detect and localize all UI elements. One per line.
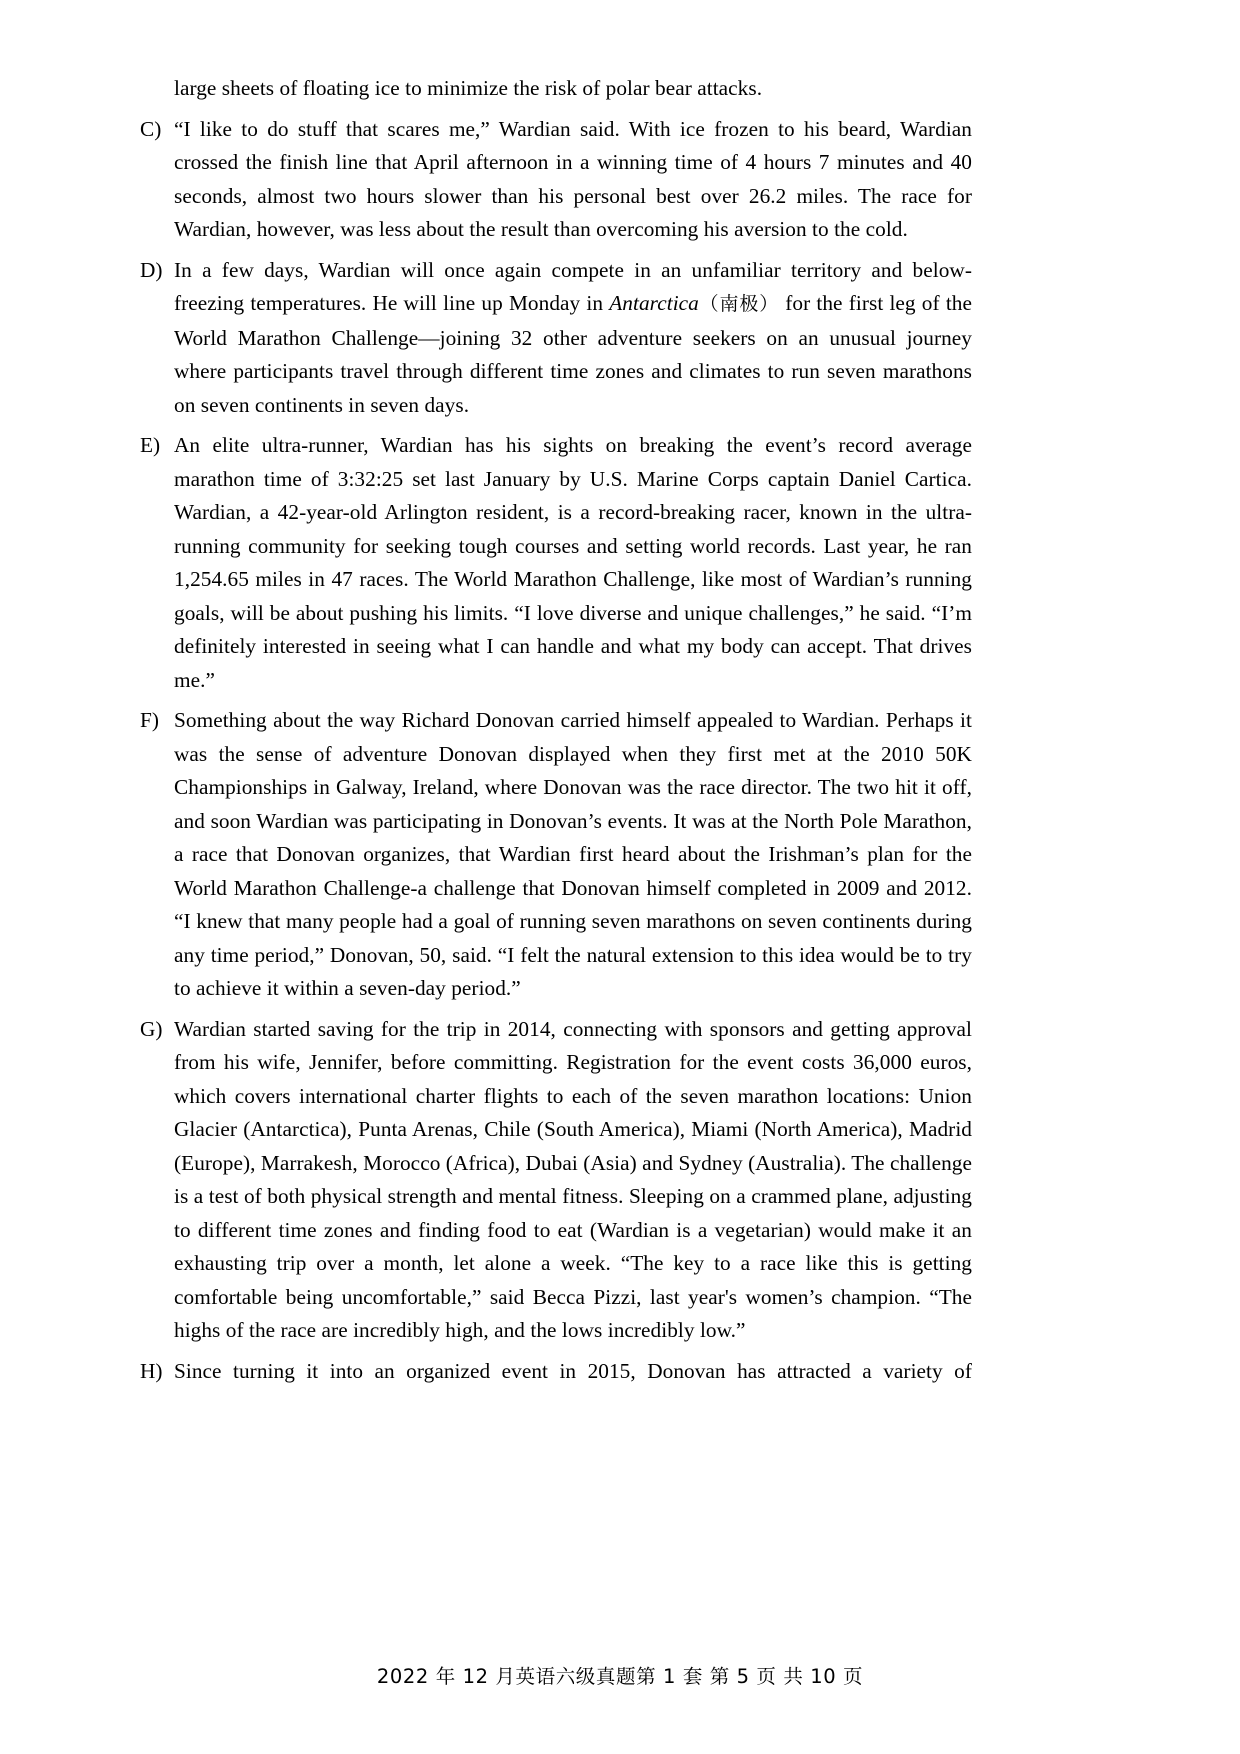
paragraph-label-c: C) — [140, 116, 162, 141]
paragraph-c — [140, 113, 972, 247]
paragraph-text-f: Something about the way Richard Donovan carried himself appealed to Wardian. Perhaps it was the sense of adventure Donovan displayed when they first met at the 2010 50K Championships in Galway, Ireland, where Donovan was the race director. The two hit it off, and soon Wardian was participating in Donovan’s events. It was at the North Pole Marathon, a race that Donovan organizes, that Wardian first heard about the Irishman’s plan for the World Marathon Challenge-a challenge that Donovan himself completed in 2009 and 2012. “I knew that many people had a goal of running seven marathons on seven continents during any time period,” Donovan, 50, said. “I felt the natural extension to this idea would be to try to achieve it within a seven-day period.” — [174, 708, 972, 1000]
paragraph-label-h: H) — [140, 1358, 163, 1383]
paragraph-g — [140, 1013, 972, 1348]
paragraph-text-e: An elite ultra-runner, Wardian has his sights on breaking the event’s record average marathon time of 3:32:25 set last January by U.S. Marine Corps captain Daniel Cartica. Wardian, a 42-year-old Arlington resident, is a record-breaking racer, known in the ultra-running community for seeking tough courses and setting world records. Last year, he ran 1,254.65 miles in 47 races. The World Marathon Challenge, like most of Wardian’s running goals, will be about pushing his limits. “I love diverse and unique challenges,” he said. “I’m definitely interested in seeing what I can handle and what my body can accept. That drives me.” — [174, 433, 972, 692]
page-footer: 2022 年 12 月英语六级真题第 1 套 第 5 页 共 10 页 — [376, 1665, 864, 1688]
paragraph-d-text-part1: In a few days, Wardian will once again compete in an unfamiliar territory and below-freezing temperatures. He will line up Monday in — [174, 257, 972, 315]
paragraph-label-f: F) — [140, 708, 159, 732]
paragraph-text-d — [174, 254, 972, 423]
paragraph-label-e: E) — [140, 433, 161, 457]
paragraph-e — [140, 429, 972, 697]
paragraph-label-g: G) — [140, 1016, 163, 1041]
paragraph-d — [140, 254, 972, 423]
chinese-gloss-antarctica: （南极） — [698, 293, 780, 315]
paragraph-text-g: Wardian started saving for the trip in 2014, connecting with sponsors and getting approval from his wife, Jennifer, before committing. Registration for the event costs 36,000 euros, which covers international charter flights to each of the seven marathon locations: Union Glacier (Antarctica), Punta Arenas, Chile (South America), Miami (North America), Madrid (Europe), Marrakesh, Morocco (Africa), Dubai (Asia) and Sydney (Australia). The challenge is a test of both physical strength and mental fitness. Sleeping on a crammed plane, adjusting to different time zones and finding food to eat (Wardian is a vegetarian) would make it an exhausting trip over a month, let alone a week. “The key to a race like this is getting comfortable being uncomfortable,” said Becca Pizzi, last year's women’s champion. “The highs of the race are incredibly high, and the lows incredibly low.” — [174, 1016, 972, 1342]
paragraph-h — [140, 1355, 972, 1422]
italic-term-antarctica: Antarctica — [609, 291, 699, 315]
paragraph-text-c: “I like to do stuff that scares me,” Wardian said. With ice frozen to his beard, Wardian crossed the finish line that April afternoon in a winning time of 4 hours 7 minutes and 40 seconds, almost two hours slower than his personal best over 26.2 miles. The race for Wardian, however, was less about the result than overcoming his aversion to the cold. — [174, 116, 972, 241]
paragraph-text-h: Since turning it into an organized event in 2015, Donovan has attracted a variety of — [174, 1358, 972, 1383]
paragraph-d-text-part2: for the first leg of the World Marathon Challenge—joining 32 other adventure seekers on an unusual journey where participants travel through different time zones and climates to run seven marathons on seven continents in seven days. — [174, 291, 972, 417]
paragraph-f — [140, 704, 972, 1006]
page-content — [140, 72, 972, 1422]
carryover-paragraph: large sheets of floating ice to minimize the risk of polar bear attacks. — [174, 76, 763, 100]
paragraph-label-d: D) — [140, 257, 163, 282]
